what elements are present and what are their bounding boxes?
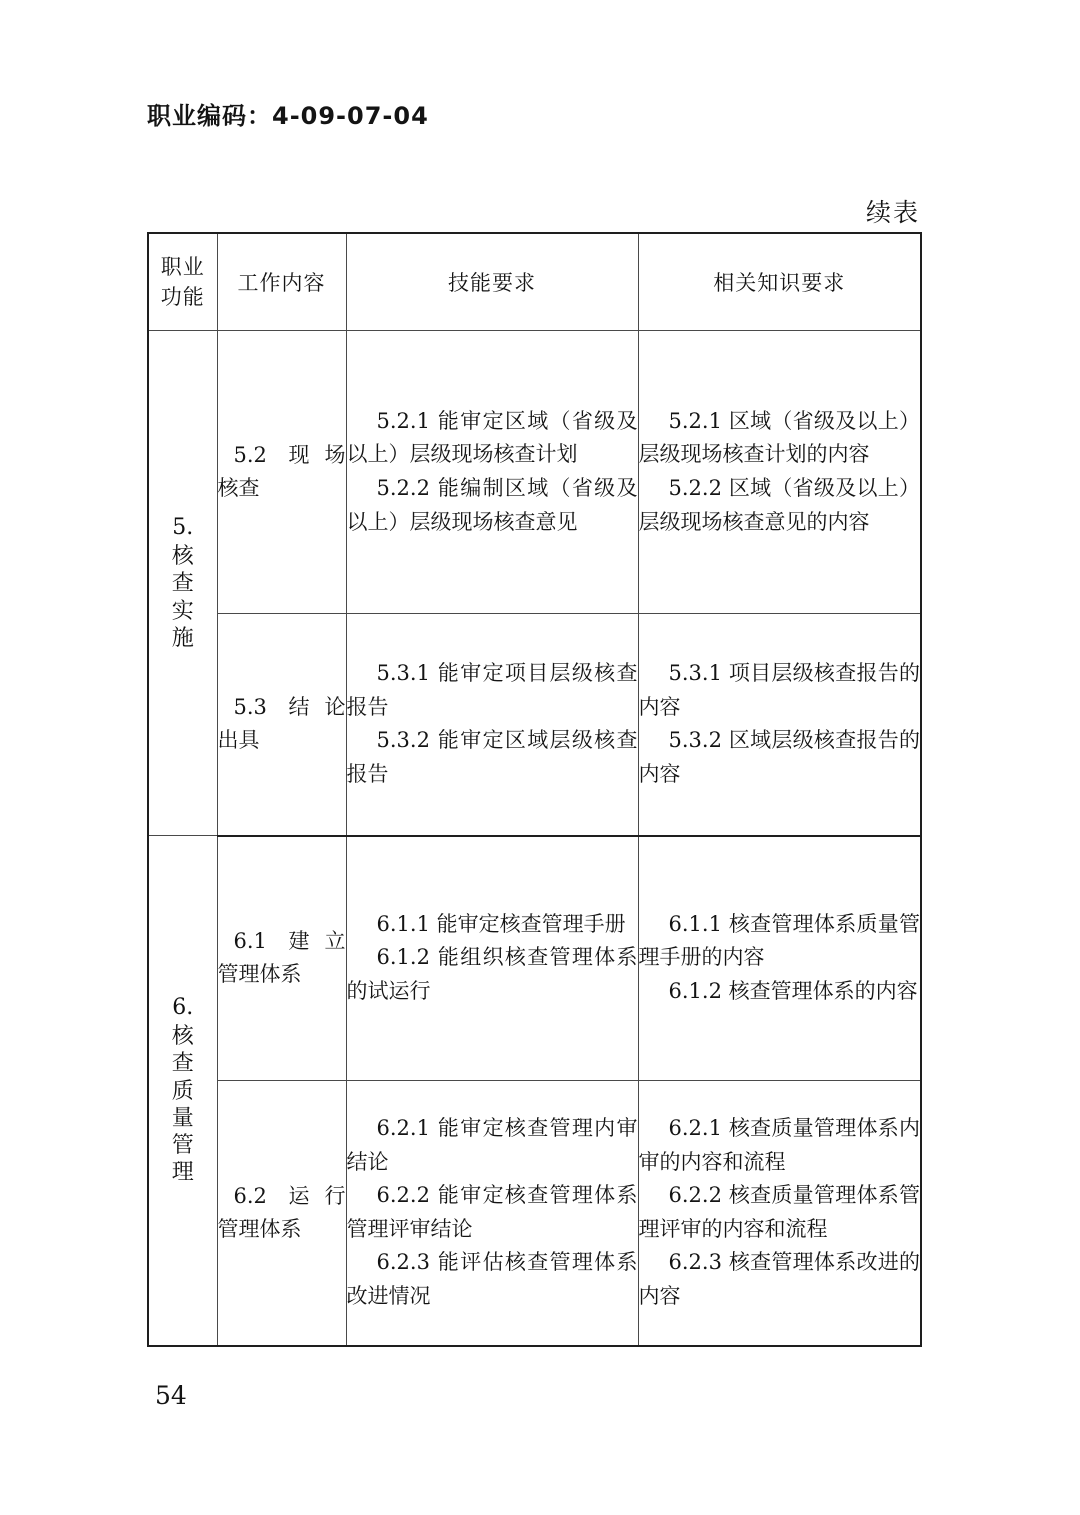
skill-item: 6.2.2 能审定核查管理体系管理评审结论 bbox=[346, 1183, 638, 1241]
function-cell-6 bbox=[148, 836, 217, 1346]
function-number: 5. bbox=[172, 514, 194, 540]
function-char: 施 bbox=[171, 625, 194, 651]
skill-requirements-cell bbox=[346, 614, 638, 836]
skill-item: 5.2.1 能审定区域（省级及以上）层级现场核查计划 bbox=[346, 408, 638, 467]
table-header-row bbox=[148, 233, 921, 331]
knowledge-item: 6.2.2 核查质量管理体系管理评审的内容和流程 bbox=[638, 1183, 920, 1241]
knowledge-requirements-cell bbox=[638, 1081, 921, 1346]
knowledge-requirements-cell bbox=[638, 331, 921, 614]
function-char: 量 bbox=[171, 1105, 194, 1131]
function-char: 管 bbox=[171, 1133, 194, 1159]
page-number: 54 bbox=[155, 1381, 187, 1410]
running-head: 职业编码：4-09-07-04 bbox=[147, 102, 429, 130]
work-content-cell bbox=[217, 614, 346, 836]
knowledge-item: 5.3.2 区域层级核查报告的内容 bbox=[638, 728, 920, 786]
knowledge-item: 6.1.1 核查管理体系质量管理手册的内容 bbox=[638, 911, 920, 970]
work-content-cell bbox=[217, 331, 346, 614]
knowledge-requirements-cell bbox=[638, 836, 921, 1081]
work-content-line: 出具 bbox=[217, 728, 260, 753]
skill-item: 5.3.2 能审定区域层级核查报告 bbox=[346, 728, 638, 786]
work-content-line: 6.1 建立 bbox=[233, 929, 346, 954]
function-char: 查 bbox=[171, 571, 194, 597]
header-skill-requirements: 技能要求 bbox=[346, 233, 638, 331]
knowledge-item: 6.2.1 核查质量管理体系内审的内容和流程 bbox=[638, 1115, 920, 1174]
skill-item: 6.1.1 能审定核查管理手册 bbox=[376, 911, 626, 936]
skill-requirements-cell bbox=[346, 836, 638, 1081]
function-cell-5 bbox=[148, 331, 217, 836]
work-content-line: 管理体系 bbox=[217, 962, 302, 987]
skill-item: 6.1.2 能组织核查管理体系的试运行 bbox=[346, 945, 638, 1004]
table-row bbox=[148, 331, 921, 614]
work-content-line: 核查 bbox=[217, 476, 260, 500]
work-content-cell bbox=[217, 836, 346, 1081]
knowledge-requirements-cell bbox=[638, 614, 921, 836]
work-content-line: 5.3 结论 bbox=[233, 695, 346, 720]
function-char: 理 bbox=[171, 1160, 194, 1186]
table-row bbox=[148, 836, 921, 1081]
header-function-line1: 职业 bbox=[160, 254, 205, 279]
skill-item: 6.2.1 能审定核查管理内审结论 bbox=[346, 1115, 638, 1174]
skill-requirements-cell bbox=[346, 331, 638, 614]
knowledge-item: 6.2.3 核查管理体系改进的内容 bbox=[638, 1250, 920, 1308]
knowledge-item: 5.2.1 区域（省级及以上）层级现场核查计划的内容 bbox=[638, 408, 920, 467]
occupational-skills-table bbox=[147, 232, 922, 1347]
table-continued-caption: 续表 bbox=[865, 198, 920, 227]
skill-item: 5.3.1 能审定项目层级核查报告 bbox=[346, 661, 638, 719]
function-char: 核 bbox=[171, 544, 194, 570]
function-char: 实 bbox=[171, 598, 194, 624]
header-function-line2: 功能 bbox=[160, 285, 205, 309]
function-char: 质 bbox=[171, 1078, 194, 1104]
function-char: 查 bbox=[171, 1051, 194, 1077]
skill-requirements-cell bbox=[346, 1081, 638, 1346]
table-row bbox=[148, 1081, 921, 1346]
function-number: 6. bbox=[172, 994, 194, 1020]
function-char: 核 bbox=[171, 1024, 194, 1050]
header-knowledge-requirements: 相关知识要求 bbox=[638, 233, 921, 331]
knowledge-item: 5.3.1 项目层级核查报告的内容 bbox=[638, 661, 920, 719]
skill-item: 5.2.2 能编制区域（省级及以上）层级现场核查意见 bbox=[346, 476, 638, 534]
knowledge-item: 6.1.2 核查管理体系的内容 bbox=[668, 979, 918, 1004]
knowledge-item: 5.2.2 区域（省级及以上）层级现场核查意见的内容 bbox=[638, 476, 920, 534]
skill-item: 6.2.3 能评估核查管理体系改进情况 bbox=[346, 1250, 638, 1308]
work-content-line: 5.2 现场 bbox=[233, 442, 346, 467]
header-function bbox=[148, 233, 217, 331]
work-content-cell bbox=[217, 1081, 346, 1346]
header-work-content: 工作内容 bbox=[217, 233, 346, 331]
work-content-line: 管理体系 bbox=[217, 1216, 302, 1241]
work-content-line: 6.2 运行 bbox=[233, 1183, 346, 1208]
table-row bbox=[148, 614, 921, 836]
